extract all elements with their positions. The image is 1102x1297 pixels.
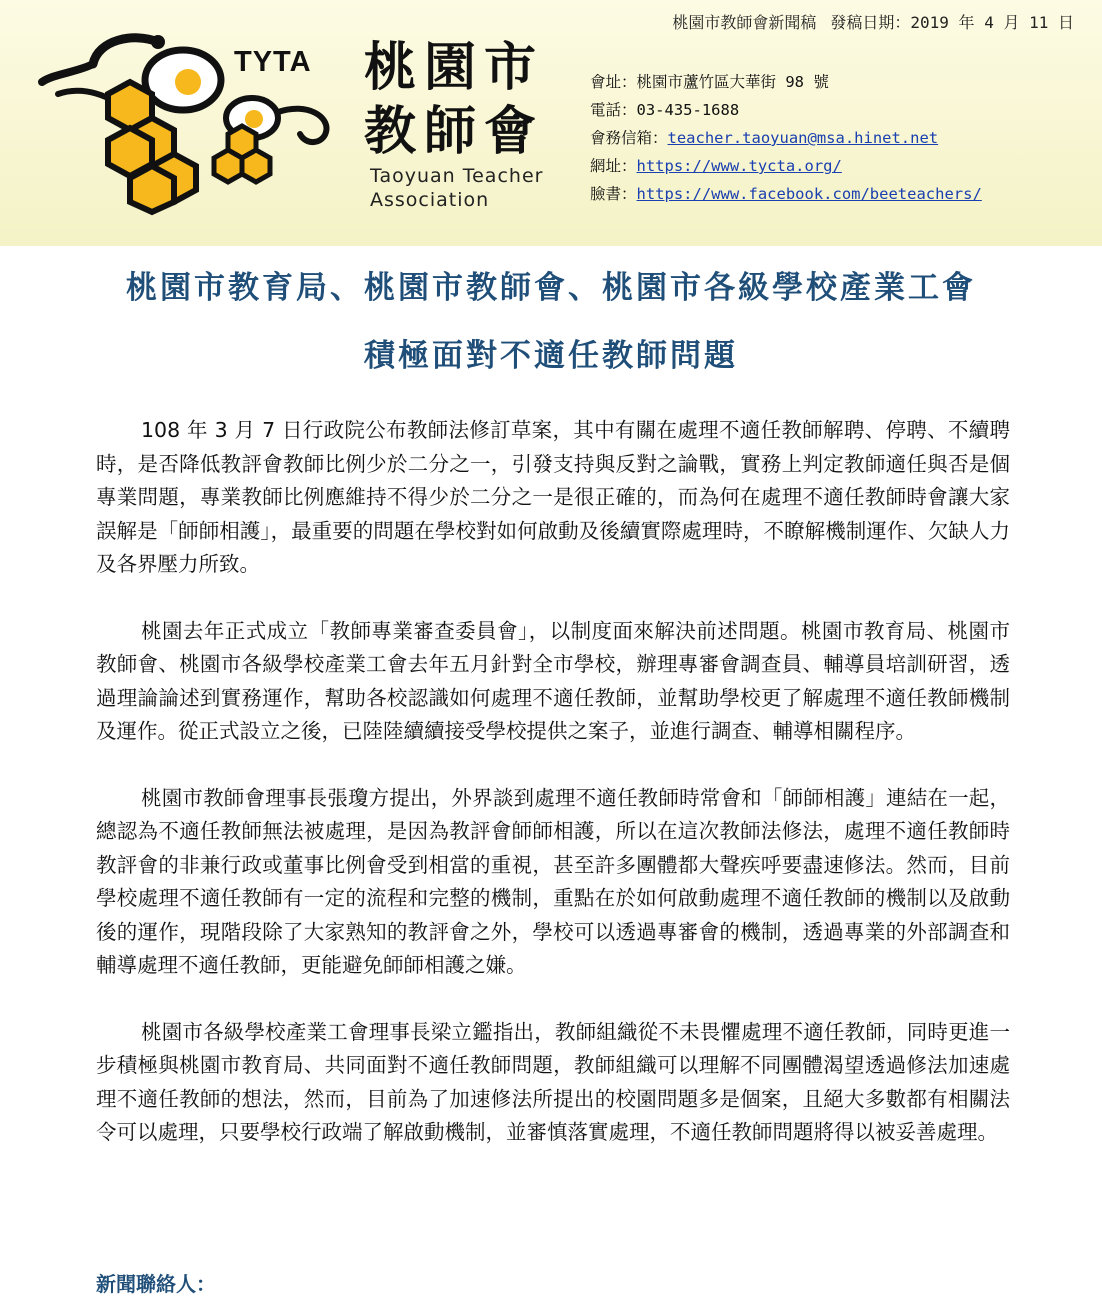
- org-name-chinese: [364, 36, 564, 164]
- article-paragraph-3: 桃園市教師會理事長張瓊方提出，外界談到處理不適任教師時常會和「師師相護」連結在一起，總認為不適任教師無法被處理，是因為教評會師師相護，所以在這次教師法修法，處理不適任教師時教評會的非兼行政或董事比例會受到相當的重視，甚至許多團體都大聲疾呼要盡速修法。然而，目前學校處理不適任教師有一定的流程和完整的機制，重點在於如何啟動處理不適任教師的機制以及啟動後的運作，現階段除了大家熟知的教評會之外，學校可以透過專審會的機制，透過專業的外部調查和輔導處理不適任教師，更能避免師師相護之嫌。: [96, 785, 1010, 977]
- article-paragraph-1: 108 年 3 月 7 日行政院公布教師法修訂草案，其中有關在處理不適任教師解聘、停聘、不續聘時，是否降低教評會教師比例少於二分之一，引發支持與反對之論戰，實務上判定教師適任與否是個專業問題，專業教師比例應維持不得少於二分之一是很正確的，而為何在處理不適任教師時會讓大家誤解是「師師相護」，最重要的問題在學校對如何啟動及後續實際處理時，不瞭解機制運作、欠缺人力及各界壓力所致。: [96, 418, 1010, 576]
- address-label: 會址：: [590, 73, 637, 91]
- contact-facebook: [590, 180, 982, 208]
- article-title-line1: 桃園市教育局、桃園市教師會、桃園市各級學校產業工會: [126, 270, 976, 306]
- facebook-label: 臉書：: [590, 185, 637, 203]
- contact-info: [590, 68, 982, 208]
- phone-label: 電話：: [590, 101, 637, 119]
- release-date: 發稿日期：2019 年 4 月 11 日: [830, 13, 1074, 32]
- org-name-en-line2: Association: [370, 189, 490, 211]
- contact-email: [590, 124, 982, 152]
- email-label: 會務信箱：: [590, 129, 668, 147]
- email-link[interactable]: teacher.taoyuan@msa.hinet.net: [667, 129, 939, 147]
- contact-phone: [590, 96, 982, 124]
- article-paragraph-2: 桃園去年正式成立「教師專業審查委員會」，以制度面來解決前述問題。桃園市教育局、桃園市教師會、桃園市各級學校產業工會去年五月針對全市學校，辦理專審會調查員、輔導員培訓研習，透過理論論述到實務運作，幫助各校認識如何處理不適任教師，並幫助學校更了解處理不適任教師機制及運作。從正式設立之後，已陸陸續續接受學校提供之案子，並進行調查、輔導相關程序。: [96, 618, 1010, 743]
- website-link[interactable]: https://www.tycta.org/: [636, 157, 842, 175]
- org-name-en-line1: Taoyuan Teacher: [370, 165, 544, 187]
- contact-website: [590, 152, 982, 180]
- logo-acronym: TYTA: [234, 46, 312, 78]
- press-contact-heading: 新聞聯絡人：: [96, 1272, 216, 1296]
- letterhead: [0, 0, 1102, 246]
- org-name-line1: 桃園市: [364, 38, 545, 98]
- press-release-dateline: [658, 10, 1074, 33]
- phone-value: 03-435-1688: [636, 101, 740, 119]
- contact-address: [590, 68, 982, 96]
- website-label: 網址：: [590, 157, 637, 175]
- org-name-english: [370, 164, 570, 212]
- facebook-link[interactable]: https://www.facebook.com/beeteachers/: [636, 185, 982, 203]
- press-release-source: 桃園市教師會新聞稿: [672, 13, 817, 32]
- address-value: 桃園市蘆竹區大華街 98 號: [636, 73, 829, 91]
- article-paragraph-4: 桃園市各級學校產業工會理事長梁立鑑指出，教師組織從不未畏懼處理不適任教師，同時更進一步積極與桃園市教育局、共同面對不適任教師問題，教師組織可以理解不同團體渴望透過修法加速處理不適任教師的想法，然而，目前為了加速修法所提出的校園問題多是個案，且絕大多數都有相關法令可以處理，只要學校行政端了解啟動機制，並審慎落實處理，不適任教師問題將得以被妥善處理。: [96, 1019, 1010, 1144]
- article-body: [96, 414, 1010, 1183]
- org-name-line2: 教師會: [364, 102, 545, 162]
- article-title-line2: 積極面對不適任教師問題: [364, 338, 738, 374]
